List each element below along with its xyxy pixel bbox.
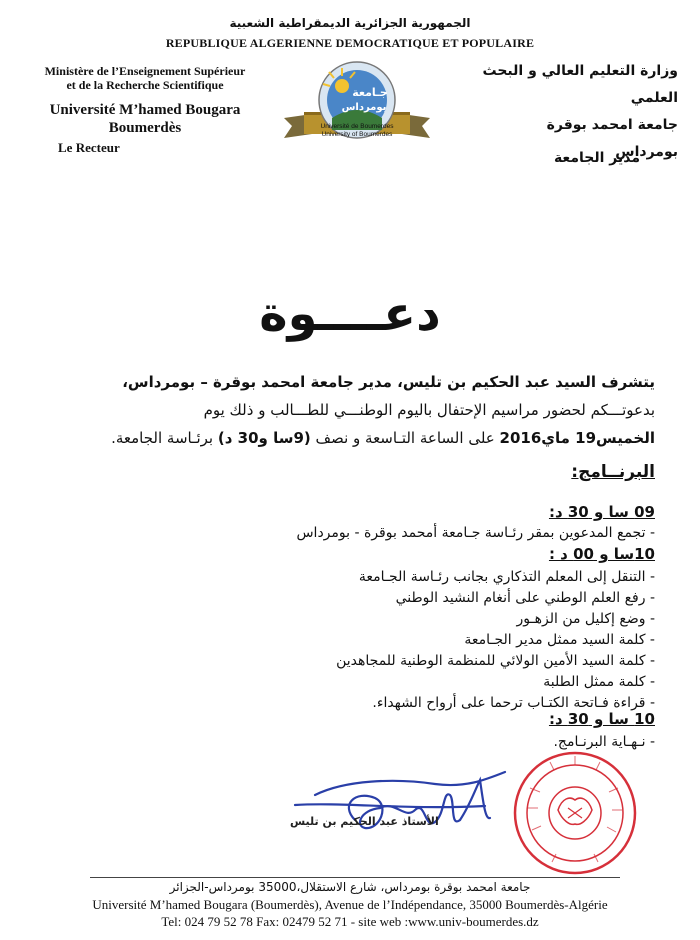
program-item: - كلمة ممثل الطلبة xyxy=(543,674,655,690)
program-items-2 xyxy=(55,567,655,714)
footer-divider xyxy=(90,877,620,878)
footer-address-arabic: جامعة امحمد بوقرة بومرداس، شارع الاستقلال،35000 بومرداس-الجزائر xyxy=(169,880,531,894)
ministry-line-1: Ministère de l’Enseignement Supérieur xyxy=(44,64,246,78)
invitation-title: دعــــوة xyxy=(259,286,441,342)
program-item: - نـهـاية البرنـامج. xyxy=(553,734,655,750)
invitation-line-1: يتشرف السيد عبد الحكيم بن تليس، مدير جامعة امحمد بوقرة – بومرداس، xyxy=(122,373,655,391)
event-location: برئـاسة الجامعة. xyxy=(111,429,218,447)
logo-fr: Université de Boumerdes xyxy=(320,123,394,130)
program-time-2: 10سا و 00 د : xyxy=(548,545,655,563)
director-title-arabic: مدير الجامعة xyxy=(553,150,640,166)
event-date: الخميس19 ماي2016 xyxy=(499,429,655,447)
invitation-line-3 xyxy=(35,424,655,452)
program-title: البرنــامج: xyxy=(571,462,655,482)
university-name-fr: Université M’hamed Bougara xyxy=(49,102,241,118)
footer-contact: Tel: 024 79 52 78 Fax: 02479 52 71 - site web :www.univ-boumerdes.dz xyxy=(161,914,539,929)
program-item: - وضع إكليل من الزهـور xyxy=(516,611,655,627)
event-time-text: على الساعة التـاسعة و نصف xyxy=(310,429,500,447)
left-letterhead xyxy=(30,64,260,137)
program-item: - كلمة السيد الأمين الولائي للمنظمة الوطنية للمجاهدين xyxy=(336,653,655,669)
program-items-1 xyxy=(55,523,655,544)
event-time: (9سا و30 د) xyxy=(217,429,311,447)
stamp-seal xyxy=(510,748,640,878)
program-item: - قراءة فـاتحة الكتـاب ترحما على أرواح الشهداء. xyxy=(372,695,655,711)
program-item: - رفع العلم الوطني على أنغام النشيد الوطني xyxy=(395,590,655,606)
program-time-3: 10 سا و 30 د: xyxy=(548,710,655,728)
ministry-arabic: وزارة التعليم العالي و البحث العلمي xyxy=(482,63,678,106)
footer-address-french: Université M’hamed Bougara (Boumerdès), Avenue de l’Indépendance, 35000 Boumerdès-Algérie xyxy=(92,897,608,912)
program-item: - تجمع المدعوين بمقر رئـاسة جـامعة أمحمد بوقرة - بومرداس xyxy=(296,525,655,541)
invitation-line-2: بدعوتـــكم لحضور مراسيم الإحتفال باليوم الوطنـــي للطـــالب و ذلك يوم xyxy=(203,401,655,419)
signatory-name: الأستاذ عبد الحكيم بن تليس xyxy=(290,815,439,828)
program-item: - التنقل إلى المعلم التذكاري بجانب رئـاسة الجـامعة xyxy=(358,569,655,585)
ministry-line-2: et de la Recherche Scientifique xyxy=(66,78,224,92)
rector-title: Le Recteur xyxy=(58,140,120,155)
republic-arabic: الجمهورية الجزائرية الديمقراطية الشعبية xyxy=(229,16,471,30)
logo-arabic-1: جـامعة xyxy=(352,86,388,99)
logo-graphic xyxy=(282,56,432,162)
logo-arabic-2: بومرداس xyxy=(341,102,387,113)
logo-en: University of Boumerdes xyxy=(321,131,393,138)
program-time-1: 09 سا و 30 د: xyxy=(548,503,655,521)
university-city-fr: Boumerdès xyxy=(108,120,182,136)
program-item: - كلمة السيد ممثل مدير الجـامعة xyxy=(464,632,655,648)
university-logo xyxy=(282,56,432,162)
republic-french: REPUBLIQUE ALGERIENNE DEMOCRATIQUE ET POPULAIRE xyxy=(165,36,535,50)
university-arabic: جامعة امحمد بوقرة xyxy=(546,117,678,133)
city-arabic: بومرداس xyxy=(615,144,678,160)
official-stamp xyxy=(510,748,640,878)
